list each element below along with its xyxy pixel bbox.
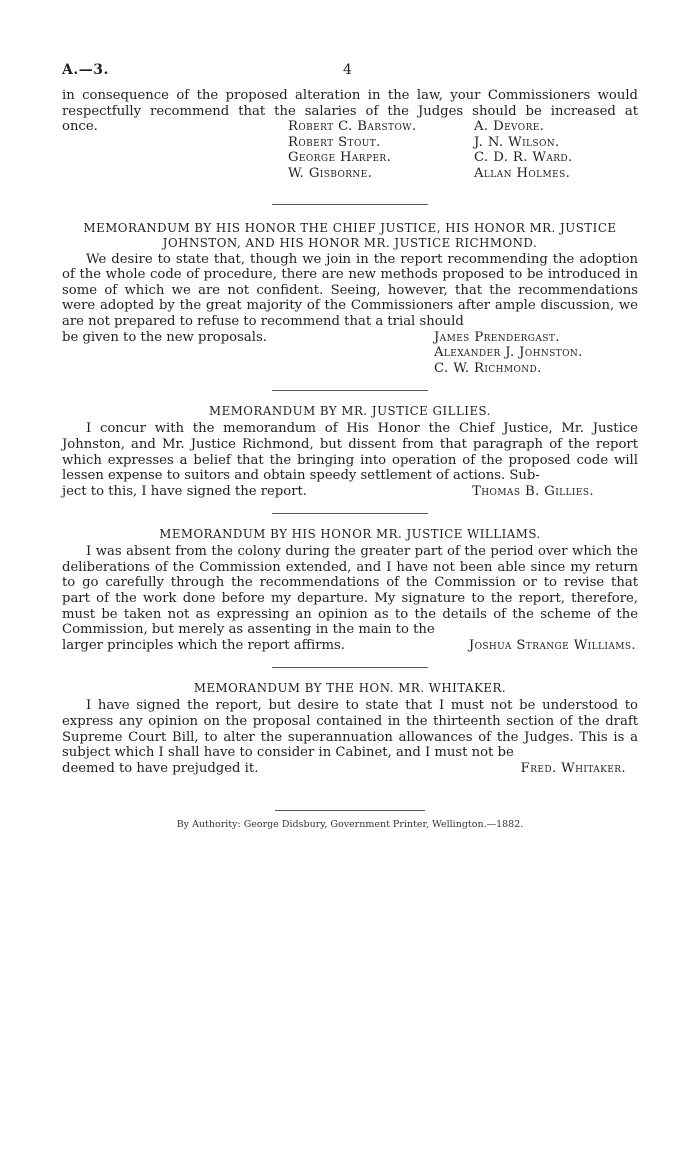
signature-row — [62, 330, 638, 346]
memo-last-line: ject to this, I have signed the report. — [62, 483, 307, 499]
signature: C. D. R. Ward. — [474, 150, 573, 166]
page-number: 4 — [343, 62, 352, 78]
commissioner-signatures — [62, 119, 638, 181]
memo-last-line: deemed to have prejudged it. — [62, 760, 259, 776]
footer-divider — [275, 810, 425, 811]
signature: W. Gisborne. — [288, 165, 373, 181]
signature-row — [62, 638, 638, 654]
memo-last-line: larger principles which the report affirms. — [62, 637, 345, 653]
memo-body: I have signed the report, but desire to state that I must not be understood to express any opinion on the proposal contained in the thirteenth section of the draft Supreme Court Bill, to alter the superannuation allowances of the Judges. This is a subject which I shall have to consider in Cabinet, and I must not be — [62, 698, 638, 761]
section-divider — [272, 513, 428, 514]
signature-row — [62, 150, 638, 166]
signature-row — [62, 135, 638, 151]
memo-title: MEMORANDUM BY THE HON. MR. WHITAKER. — [193, 681, 507, 696]
signature-row — [62, 345, 638, 361]
intro-line-2: respectfully recommend that the salaries of the Judges should be increased at — [62, 103, 638, 119]
intro-section — [62, 88, 638, 182]
signature: J. N. Wilson. — [474, 134, 560, 150]
memorandum-gillies — [62, 404, 638, 499]
signature: George Harper. — [288, 150, 392, 166]
memo-body: I was absent from the colony during the greater part of the period over which the deliberations of the Commission extended, and I have not been able since my return to go carefully through the recommendations of the Commission or to revise that part of the work done before my departure. My signature to the report, therefore, must be taken not as expressing an opinion as to the details of the scheme of the Commission, but merely as assenting in the main to the — [62, 544, 638, 638]
page-header — [62, 62, 638, 88]
signature-row — [62, 484, 638, 500]
signature-row — [62, 761, 638, 777]
signature-row — [62, 361, 638, 377]
memo-body: We desire to state that, though we join in the report recommending the adoption of the whole code of procedure, there are new methods proposed to be introduced in some of which we are not confident. Seeing, however, that the recommendations were adopted by the great majority of the Commissioners after ample discussion, we are not prepared to refuse to recommend that a trial should — [62, 251, 638, 329]
signature: Allan Holmes. — [474, 165, 571, 181]
signature: Robert Stout. — [288, 134, 381, 150]
signature-row — [62, 166, 638, 182]
intro-last-word: once. — [62, 119, 98, 135]
memo-body: I concur with the memorandum of His Honor the Chief Justice, Mr. Justice Johnston, and Mr. Justice Richmond, but dissent from that paragraph of the report which expresses a belief that the bringing into operation of the proposed code will lessen expense to suitors and obtain speedy settlement of actions. Sub- — [62, 421, 638, 484]
signature: A. Devore. — [474, 119, 545, 135]
memo-title: MEMORANDUM BY HIS HONOR MR. JUSTICE WILLIAMS. — [159, 527, 541, 542]
memo-last-line: be given to the new proposals. — [62, 329, 267, 345]
signature-row — [62, 119, 638, 135]
memorandum-whitaker — [62, 681, 638, 776]
section-divider — [272, 390, 428, 391]
signature: Thomas B. Gillies. — [472, 483, 594, 499]
intro-line-1: in consequence of the proposed alteration in the law, your Commissioners would — [62, 88, 638, 103]
signature: C. W. Richmond. — [434, 360, 542, 376]
memo-title: MEMORANDUM BY HIS HONOR THE CHIEF JUSTICE, HIS HONOR MR. JUSTICE — [83, 220, 617, 235]
signature: Robert C. Barstow. — [288, 119, 417, 135]
signature: James Prendergast. — [434, 329, 560, 345]
signature: Fred. Whitaker. — [520, 760, 626, 776]
memorandum-williams — [62, 527, 638, 653]
memo-title-continued: JOHNSTON, AND HIS HONOR MR. JUSTICE RICHMOND. — [162, 235, 538, 250]
memo-title: MEMORANDUM BY MR. JUSTICE GILLIES. — [209, 404, 491, 419]
printer-imprint: By Authority: George Didsbury, Government Printer, Wellington.—1882. — [176, 819, 524, 831]
memorandum-chief-justice — [62, 221, 638, 377]
signature: Alexander J. Johnston. — [434, 345, 583, 361]
section-divider — [272, 204, 428, 205]
signature: Joshua Strange Williams. — [468, 637, 636, 653]
document-reference: A.—3. — [62, 62, 109, 78]
section-divider — [272, 667, 428, 668]
document-page — [62, 62, 638, 830]
